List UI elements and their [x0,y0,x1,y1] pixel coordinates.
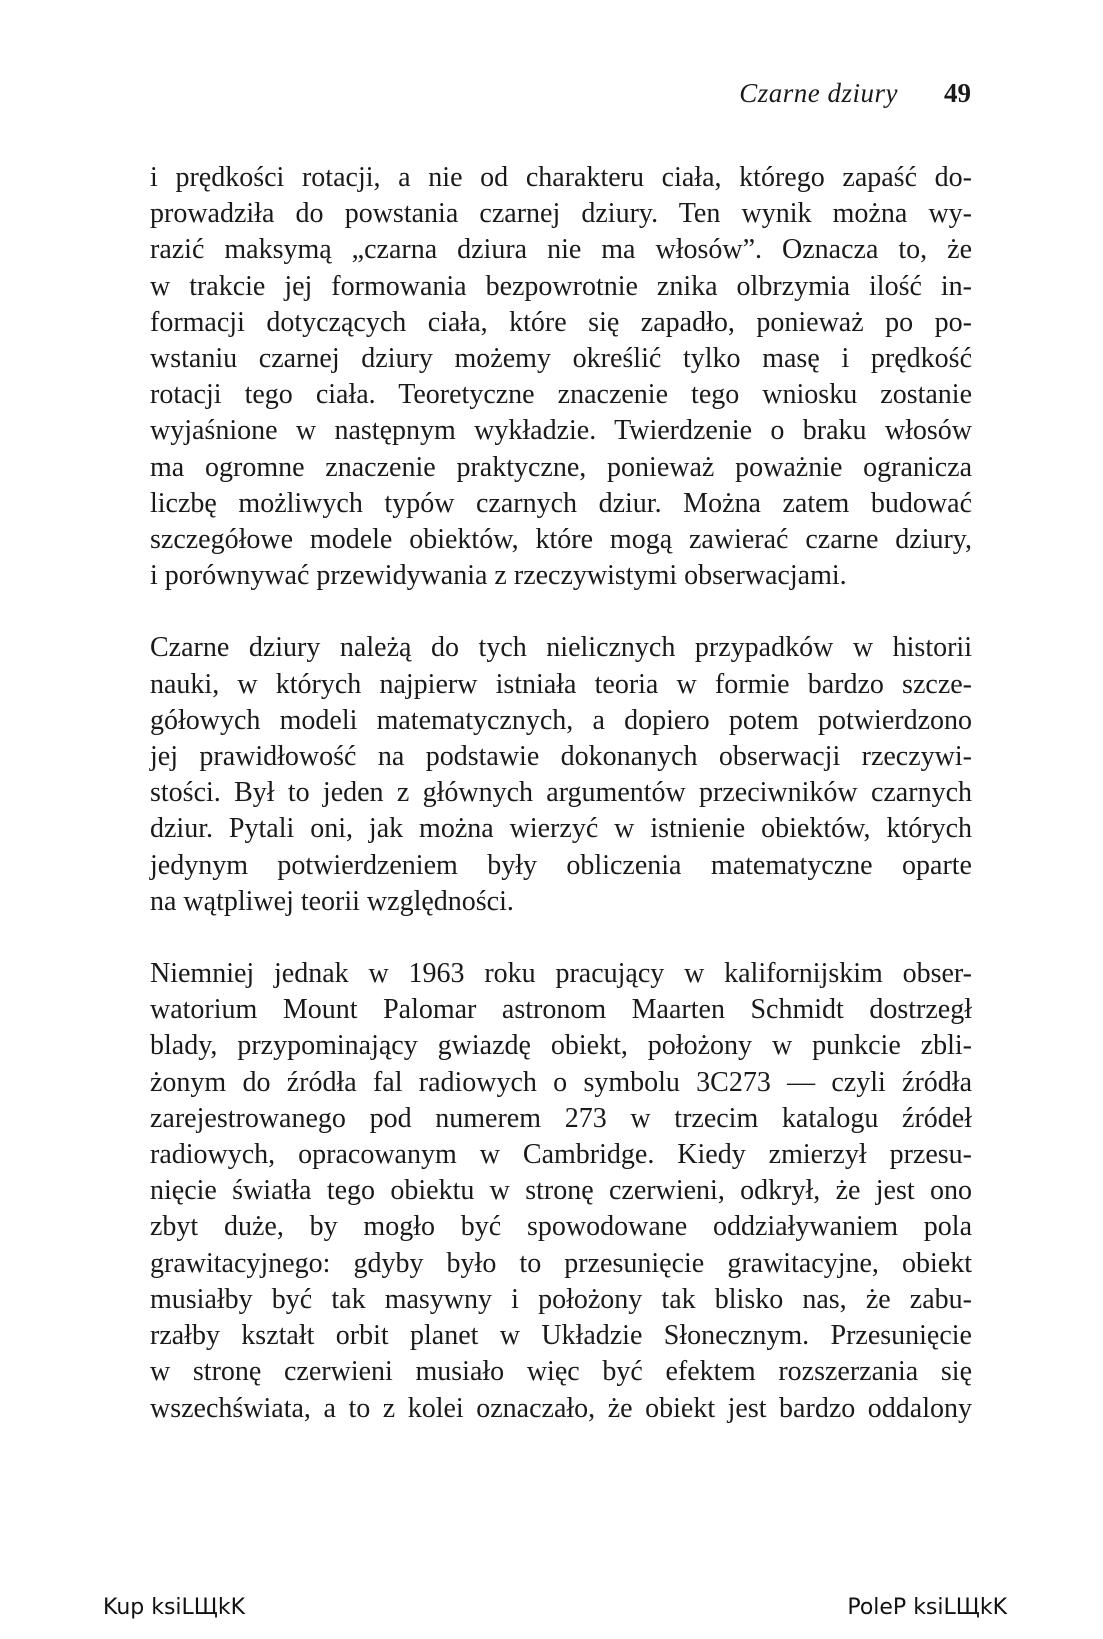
text-line: stości. Był to jeden z głównych argumentów przeciwników czarnych [150,777,972,809]
text-line: musiałby być tak masywny i położony tak blisko nas, że zabu- [150,1283,972,1315]
text-line: razić maksymą „czarna dziura nie ma włosów”. Oznacza to, że [150,234,972,266]
text-line: zbyt duże, by mogło być spowodowane oddziaływaniem pola [150,1211,972,1243]
text-line: Niemniej jednak w 1963 roku pracujący w kalifornijskim obser- [150,958,972,990]
text-line: na wątpliwej teorii względności. [150,885,514,917]
text-line: jedynym potwierdzeniem były obliczenia matematyczne oparte [150,849,972,881]
paragraph [150,160,972,594]
paragraph [150,956,972,1427]
text-line: liczbę możliwych typów czarnych dziur. Można zatem budować [150,487,972,519]
text-line: nauki, w których najpierw istniała teoria w formie bardzo szcze- [150,668,972,700]
text-line: radiowych, opracowanym w Cambridge. Kiedy zmierzył przesu- [150,1139,972,1171]
text-line: zarejestrowanego pod numerem 273 w trzecim katalogu źródeł [150,1102,972,1134]
text-line: w trakcie jej formowania bezpowrotnie znika olbrzymia ilość in- [150,270,972,302]
text-line: szczegółowe modele obiektów, które mogą zawierać czarne dziury, [150,524,972,556]
running-head [739,80,971,107]
text-line: rotacji tego ciała. Teoretyczne znaczenie tego wniosku zostanie [150,379,972,411]
page-number: 49 [944,78,971,108]
text-line: formacji dotyczących ciała, które się zapadło, ponieważ po po- [150,306,972,338]
text-line: prowadziła do powstania czarnej dziury. Ten wynik można wy- [150,198,972,230]
text-line: rzałby kształt orbit planet w Układzie Słonecznym. Przesunięcie [150,1320,972,1352]
text-line: żonym do źródła fal radiowych o symbolu 3C273 — czyli źródła [150,1066,972,1098]
text-line: watorium Mount Palomar astronom Maarten Schmidt dostrzegł [150,994,972,1026]
text-line: blady, przypominający gwiazdę obiekt, położony w punkcie zbli- [150,1030,972,1062]
text-line: w stronę czerwieni musiało więc być efektem rozszerzania się [150,1356,972,1388]
text-line: nięcie światła tego obiektu w stronę czerwieni, odkrył, że jest ono [150,1175,972,1207]
text-line: ma ogromne znaczenie praktyczne, ponieważ poważnie ogranicza [150,451,972,483]
recommend-book-link[interactable]: PoleP ksiLЩkK [847,1595,1007,1620]
text-line: i prędkości rotacji, a nie od charakteru ciała, którego zapaść do- [150,162,972,193]
text-line: Czarne dziury należą do tych nielicznych przypadków w historii [150,632,972,664]
text-line: jej prawidłowość na podstawie dokonanych obserwacji rzeczywi- [150,741,972,773]
text-line: wstaniu czarnej dziury możemy określić tylko masę i prędkość [150,343,972,375]
body-text [150,160,972,1427]
text-line: i porównywać przewidywania z rzeczywistymi obserwacjami. [150,560,847,592]
text-line: grawitacyjnego: gdyby było to przesunięcie grawitacyjne, obiekt [150,1247,972,1279]
text-line: gółowych modeli matematycznych, a dopiero potem potwierdzono [150,704,972,736]
text-line: wyjaśnione w następnym wykładzie. Twierdzenie o braku włosów [150,415,972,447]
running-title: Czarne dziury [739,78,898,108]
paragraph [150,630,972,920]
buy-book-link[interactable]: Kup ksiLЩkK [103,1595,246,1620]
text-line: dziur. Pytali oni, jak można wierzyć w istnienie obiektów, których [150,813,972,845]
text-line: wszechświata, a to z kolei oznaczało, że obiekt jest bardzo oddalony [150,1392,972,1424]
